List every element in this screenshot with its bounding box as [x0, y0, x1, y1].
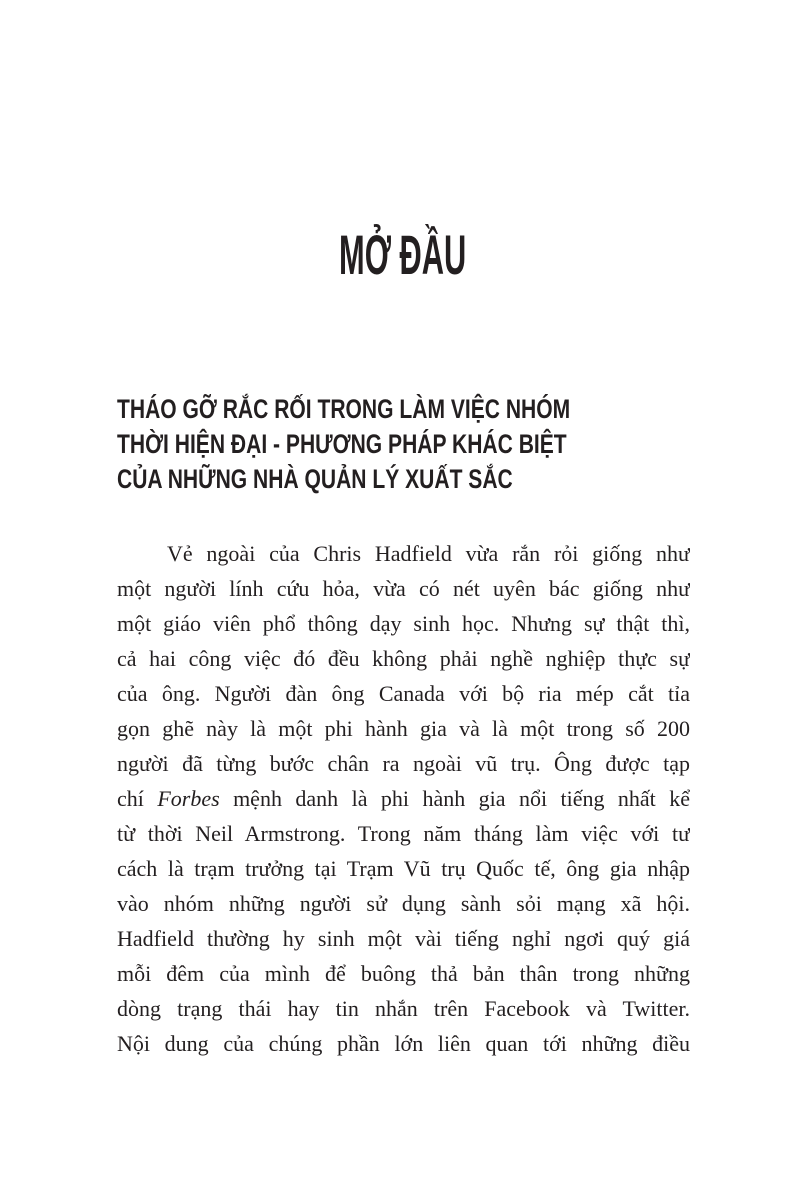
paragraph-line: cả hai công việc đó đều không phải nghề nghiệp thực sự: [117, 646, 690, 671]
body-paragraph: [117, 536, 690, 1061]
forbes-line-post: mệnh danh là phi hành gia nổi tiếng nhất kể: [219, 786, 690, 811]
paragraph-line: gọn ghẽ này là một phi hành gia và là một trong số 200: [117, 716, 690, 741]
paragraph-line: vào nhóm những người sử dụng sành sỏi mạng xã hội.: [117, 891, 690, 916]
section-heading-line-text: CỦA NHỮNG NHÀ QUẢN LÝ XUẤT SẮC: [117, 464, 513, 494]
section-heading-line: [117, 392, 690, 427]
paragraph-line-forbes: [117, 781, 690, 816]
paragraph-line: Nội dung của chúng phần lớn liên quan tới những điều: [117, 1031, 690, 1056]
paragraph-line: một người lính cứu hỏa, vừa có nét uyên bác giống như: [117, 576, 690, 601]
section-heading-line-text: THÁO GỠ RẮC RỐI TRONG LÀM VIỆC NHÓM: [117, 394, 571, 424]
paragraph-line: một giáo viên phổ thông dạy sinh học. Nhưng sự thật thì,: [117, 611, 690, 636]
paragraph-line: Vẻ ngoài của Chris Hadfield vừa rắn rỏi giống như: [167, 541, 690, 566]
paragraph-line: dòng trạng thái hay tin nhắn trên Facebook và Twitter.: [117, 996, 690, 1021]
section-heading-line-text: THỜI HIỆN ĐẠI - PHƯƠNG PHÁP KHÁC BIỆT: [117, 429, 567, 459]
section-heading-line: [117, 427, 690, 462]
section-heading: [117, 392, 690, 497]
forbes-magazine-name: Forbes: [157, 786, 220, 811]
paragraph-line: Hadfield thường hy sinh một vài tiếng nghỉ ngơi quý giá: [117, 926, 690, 951]
paragraph-line: của ông. Người đàn ông Canada với bộ ria mép cắt tỉa: [117, 681, 690, 706]
paragraph-line: mỗi đêm của mình để buông thả bản thân trong những: [117, 961, 690, 986]
chapter-title: [0, 225, 805, 285]
paragraph-line: người đã từng bước chân ra ngoài vũ trụ. Ông được tạp: [117, 751, 690, 776]
forbes-line-pre: chí: [117, 786, 158, 811]
paragraph-line: từ thời Neil Armstrong. Trong năm tháng làm việc với tư: [117, 821, 690, 846]
paragraph-line: cách là trạm trưởng tại Trạm Vũ trụ Quốc tế, ông gia nhập: [117, 856, 690, 881]
section-heading-line: [117, 462, 690, 497]
chapter-title-text: MỞ ĐẦU: [338, 223, 467, 286]
